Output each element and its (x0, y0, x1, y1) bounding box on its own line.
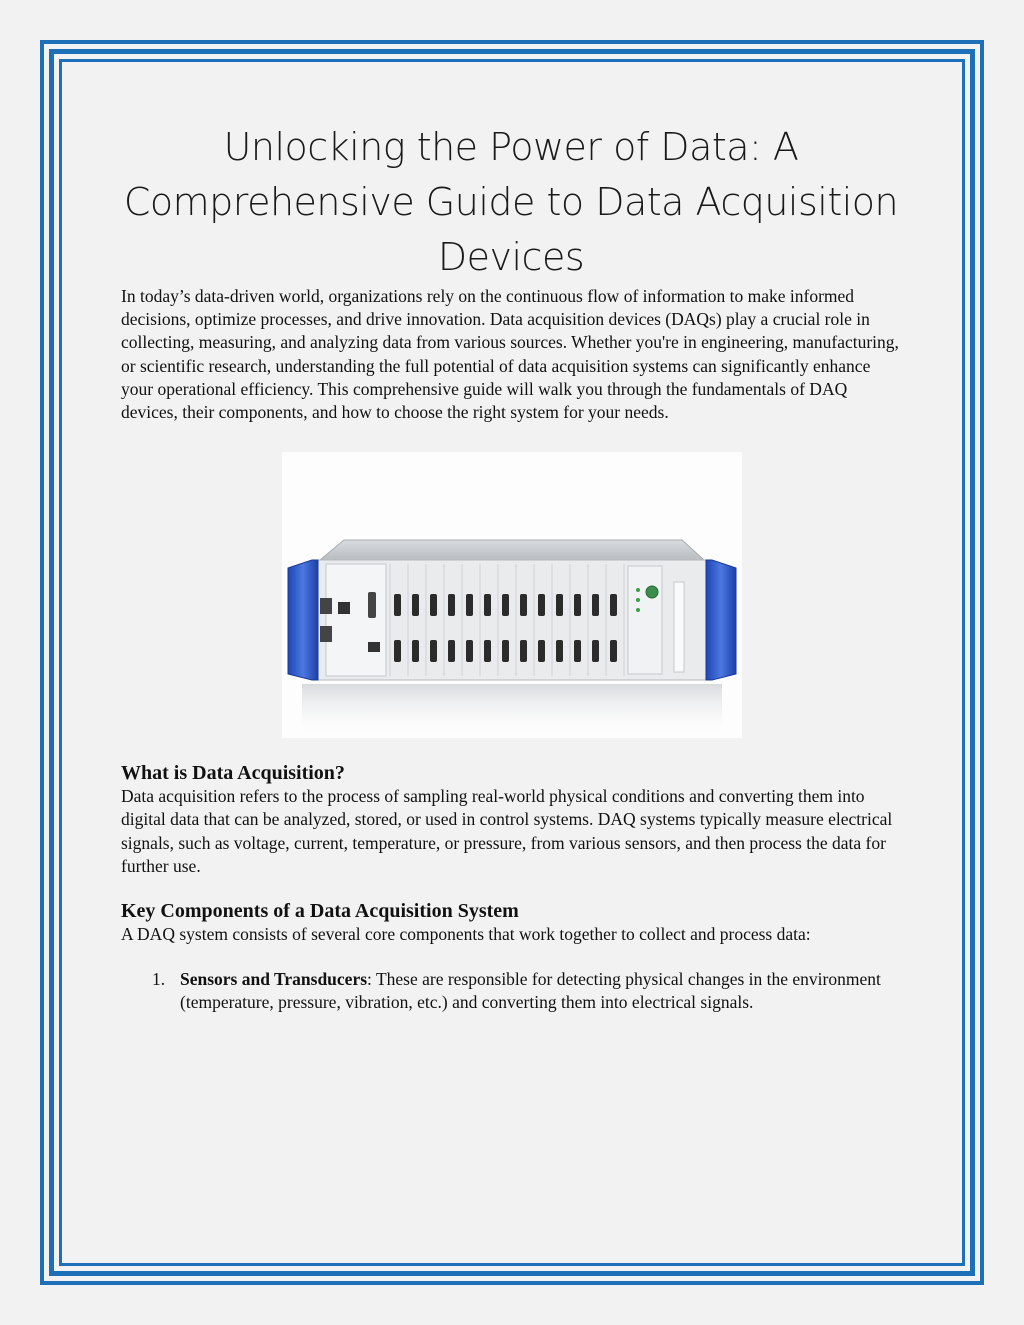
page-title (81, 120, 941, 285)
section-paragraph-what-is-daq: Data acquisition refers to the process of sampling real-world physical conditions and converting them into digital data that can be analyzed, stored, or used in control systems. DAQ systems typically measure electrical signals, such as voltage, current, temperature, or pressure, from various sensors, and then process the data for further use. (121, 786, 893, 876)
section-paragraph-key-components: A DAQ system consists of several core components that work together to collect and process data: (121, 924, 811, 945)
section-heading-key-components: Key Components of a Data Acquisition System (121, 900, 519, 923)
document-content (121, 120, 901, 1015)
title-line-3: Devices (437, 235, 585, 279)
title-line-2: Comprehensive Guide to Data Acquisition (123, 180, 899, 224)
title-line-1: Unlocking the Power of Data: A (223, 125, 799, 169)
daq-device-image (282, 452, 742, 738)
daq-chassis-icon (282, 452, 742, 738)
list-item-term: Sensors and Transducers (180, 969, 368, 990)
components-list (121, 968, 901, 1014)
list-item (152, 968, 901, 1014)
list-item-description: : These are responsible for detecting physical changes in the environment (temperature, pressure, vibration, etc.) and converting them into electrical signals. (180, 969, 881, 1013)
intro-paragraph: In today’s data-driven world, organizations rely on the continuous flow of information to make informed decisions, optimize processes, and drive innovation. Data acquisition devices (DAQs) play a crucial role in collecting, measuring, and analyzing data from various sources. Whether you're in engineering, manufacturing, or scientific research, understanding the full potential of data acquisition systems can significantly enhance your operational efficiency. This comprehensive guide will walk you through the fundamentals of DAQ devices, their components, and how to choose the right system for your needs. (121, 286, 899, 423)
list-item-number: 1. (152, 969, 166, 990)
section-heading-what-is-daq: What is Data Acquisition? (121, 762, 345, 785)
